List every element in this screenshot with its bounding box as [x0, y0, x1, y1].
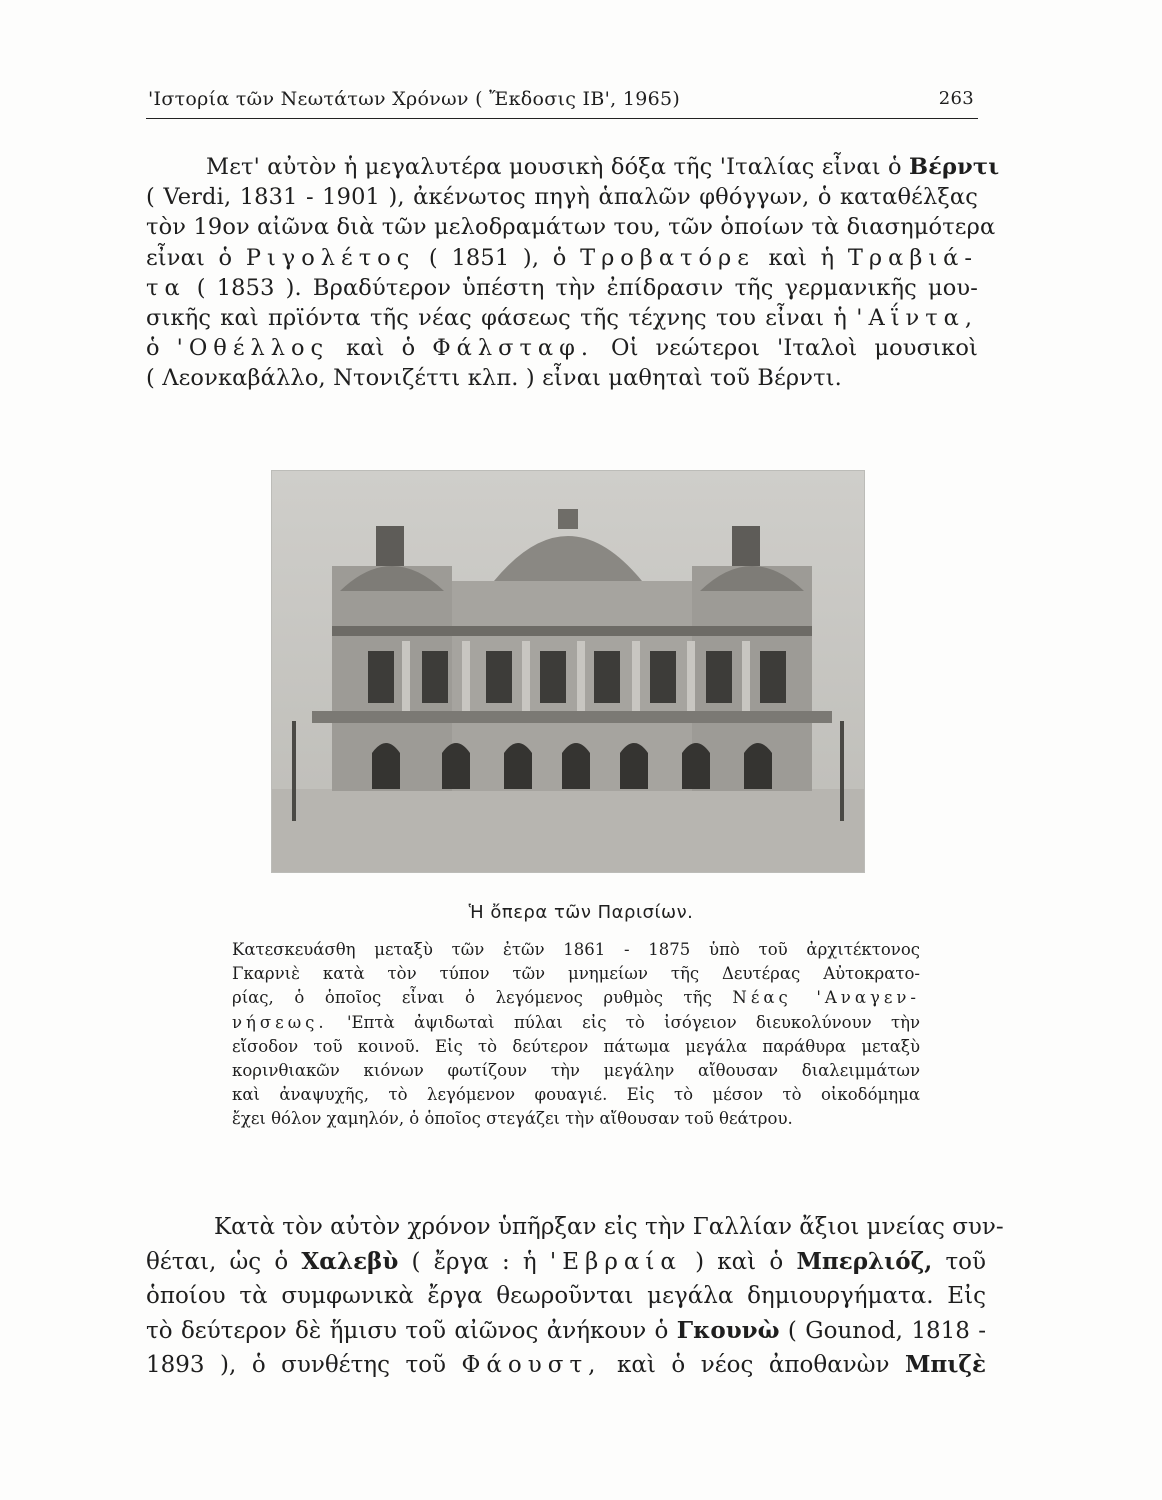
text-line: ἔχει θόλον χαμηλόν, ὁ ὁποῖος στεγάζει τὴν αἴθουσαν τοῦ θεάτρου.	[232, 1109, 793, 1129]
spaced-title: Νέας 'Αναγεν-	[732, 988, 920, 1008]
text-line: Κατεσκευάσθη μεταξὺ τῶν ἐτῶν 1861 - 1875 ὑπὸ τοῦ ἀρχιτέκτονος	[232, 940, 920, 959]
spaced-title: 'Εβραία	[549, 1248, 682, 1275]
text-line	[146, 152, 1000, 182]
spaced-title: Τραβιά-	[847, 244, 978, 271]
text-line	[232, 986, 920, 1010]
text-line	[232, 1011, 920, 1035]
header-title: 'Ιστορία τῶν Νεωτάτων Χρόνων ( Ἔκδοσις ΙΒ', 1965)	[148, 88, 681, 110]
text-line: ( Verdi, 1831 - 1901 ), ἀκένωτος πηγὴ ἁπαλῶν φθόγγων, ὁ καταθέλξας	[146, 184, 978, 211]
paragraph-france	[146, 1210, 1004, 1383]
photo-caption	[232, 938, 920, 1132]
text-line	[146, 333, 978, 363]
text-span: καὶ ὁ νέος ἀποθανὼν	[601, 1352, 905, 1378]
opera-house-photo	[271, 470, 865, 873]
spaced-title: τα	[146, 274, 186, 301]
bold-name: Γκουνὼ	[676, 1316, 780, 1344]
text-span: ρίας, ὁ ὁποῖος εἶναι ὁ λεγόμενος ρυθμὸς τῆς	[232, 988, 733, 1008]
text-line: κορινθιακῶν κιόνων φωτίζουν τὴν μεγάλην αἴθουσαν διαλειμμάτων	[232, 1061, 920, 1081]
text-line: ( Λεονκαβάλλο, Ντονιζέττι κλπ. ) εἶναι μαθηταὶ τοῦ Βέρντι.	[146, 365, 842, 392]
text-line	[146, 1348, 986, 1383]
text-line: Γκαρνιὲ κατὰ τὸν τύπον τῶν μνημείων τῆς Δευτέρας Αὐτοκρατο-	[232, 964, 920, 984]
text-line	[146, 1245, 986, 1280]
text-span: τοῦ	[932, 1248, 986, 1275]
text-line: εἴσοδον τοῦ κοινοῦ. Εἰς τὸ δεύτερον πάτωμα μεγάλα παράθυρα μεταξὺ	[232, 1036, 920, 1056]
bold-name: Χαλεβὺ	[301, 1247, 399, 1275]
spaced-title: Φάλσταφ.	[432, 335, 595, 362]
spaced-title: Ριγολέτος	[245, 244, 416, 271]
text-line: ὁποίου τὰ συμφωνικὰ ἔργα θεωροῦνται μεγάλα δημιουργήματα. Εἰς	[146, 1283, 986, 1309]
text-span: 1893 ), ὁ συνθέτης τοῦ	[146, 1352, 462, 1378]
text-span: ( 1851 ), ὁ	[415, 244, 581, 271]
text-line: καὶ ἀναψυχῆς, τὸ λεγόμενον φουαγιέ. Εἰς τὸ μέσον τὸ οἰκοδόμημα	[232, 1085, 920, 1105]
text-span: Μετ' αὐτὸν ἡ μεγαλυτέρα μουσικὴ δόξα τῆς 'Ιταλίας εἶναι ὁ	[206, 154, 910, 180]
text-span: ( Gounod, 1818 -	[779, 1317, 986, 1344]
page-number: 263	[938, 88, 974, 109]
opera-house-illustration	[272, 471, 864, 872]
text-line: Κατὰ τὸν αὐτὸν χρόνον ὑπῆρξαν εἰς τὴν Γαλλίαν ἄξιοι μνείας συν-	[214, 1214, 1004, 1240]
paragraph-verdi	[146, 152, 1000, 394]
text-span: ὁ	[146, 335, 177, 362]
bold-name: Μπερλιόζ,	[796, 1247, 933, 1275]
text-line: τὸν 19ον αἰῶνα διὰ τῶν μελοδραμάτων του, τῶν ὁποίων τὰ διασημότερα	[146, 214, 996, 241]
text-span: θέται, ὡς ὁ	[146, 1248, 302, 1275]
caption-title: Ἡ ὄπερα τῶν Παρισίων.	[468, 902, 694, 923]
text-span: εἶναι ὁ	[146, 244, 246, 271]
text-span: ( ἔργα : ἡ	[398, 1248, 550, 1275]
text-span: σικῆς καὶ πρϊόντα τῆς νέας φάσεως τῆς τέχνης του εἶναι ἡ	[146, 305, 857, 332]
running-header	[146, 86, 978, 119]
text-span: 'Επτὰ ἀψιδωταὶ πύλαι εἰς τὸ ἰσόγειον διευκολύνουν τὴν	[327, 1012, 920, 1032]
spaced-title: Τροβατόρε	[580, 244, 755, 271]
spaced-title: Φάουστ,	[461, 1352, 602, 1378]
text-span: καὶ ὁ	[329, 335, 433, 362]
text-span: ( 1853 ). Βραδύτερον ὑπέστη τὴν ἐπίδρασιν τῆς γερμανικῆς μου-	[185, 274, 978, 301]
text-span: τὸ δεύτερον δὲ ἥμισυ τοῦ αἰῶνος ἀνήκουν ὁ	[146, 1317, 677, 1344]
bold-name: Μπιζὲ	[904, 1351, 986, 1378]
text-line	[146, 1314, 986, 1349]
bold-name: Βέρντι	[909, 154, 1000, 180]
text-line	[146, 243, 978, 273]
spaced-title: 'Οθέλλος	[176, 335, 330, 362]
spaced-title: 'Αΐντα,	[856, 305, 978, 332]
text-line	[146, 303, 978, 333]
text-line	[146, 273, 978, 303]
spaced-title: νήσεως.	[232, 1012, 328, 1032]
text-span: καὶ ἡ	[754, 244, 848, 271]
text-span: Οἱ νεώτεροι 'Ιταλοὶ μουσικοὶ	[594, 335, 978, 362]
text-span: ) καὶ ὁ	[681, 1248, 797, 1275]
